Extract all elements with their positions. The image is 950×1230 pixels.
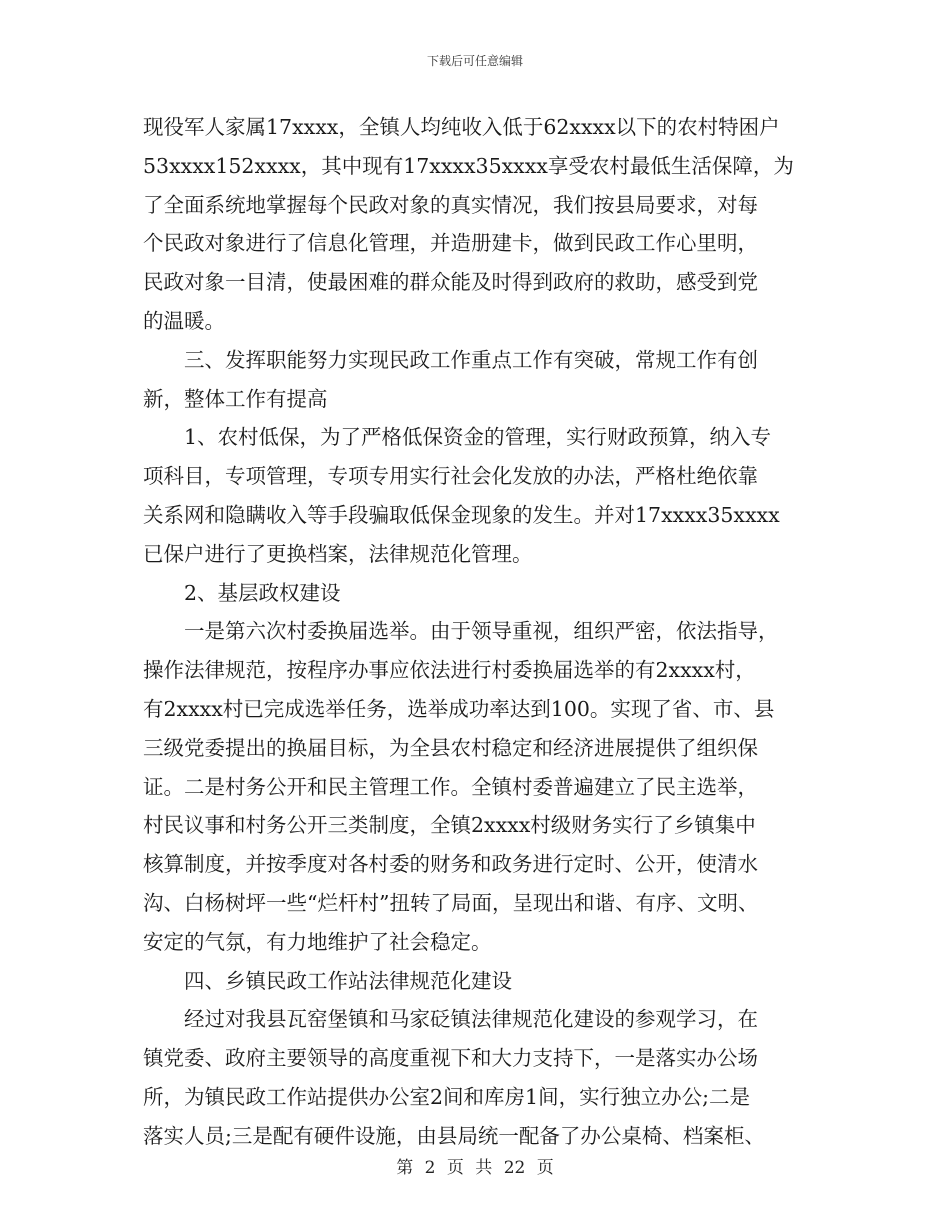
text-line: 所，为镇民政工作站提供办公室2间和库房1间，实行独立办公;二是 [143,1084,750,1109]
page-footer: 第 2 页 共 22 页 [396,1158,554,1178]
text-line: 沟、白杨树坪一些“烂杆村”扭转了局面，呈现出和谐、有序、文明、 [143,890,759,915]
text-line: 一是第六次村委换届选举。由于领导重视，组织严密，依法指导， [184,619,779,644]
section-heading: 三、发挥职能努力实现民政工作重点工作有突破，常规工作有创 [184,347,758,372]
text-line: 村民议事和村务公开三类制度，全镇2xxxx村级财务实行了乡镇集中 [143,813,756,838]
text-line: 经过对我县瓦窑堡镇和马家砭镇法律规范化建设的参观学习，在 [184,1007,758,1032]
text-line: 已保户进行了更换档案，法律规范化管理。 [143,541,533,566]
body-text [143,108,807,1156]
text-line: 核算制度，并按季度对各村委的财务和政务进行定时、公开，使清水 [143,852,758,877]
subsection-heading: 2、基层政权建设 [184,580,341,605]
text-line: 操作法律规范，按程序办事应依法进行村委换届选举的有2xxxx村， [143,658,756,683]
text-line: 有2xxxx村已完成选举任务，选举成功率达到100。实现了省、市、县 [143,696,775,721]
text-line: 证。二是村务公开和民主管理工作。全镇村委普遍建立了民主选举， [143,774,758,799]
text-line: 个民政对象进行了信息化管理，并造册建卡，做到民政工作心里明， [143,231,758,256]
text-line: 1、农村低保，为了严格低保资金的管理，实行财政预算，纳入专 [184,425,772,450]
text-line: 安定的气氛，有力地维护了社会稳定。 [143,929,492,954]
text-line: 关系网和隐瞒收入等手段骗取低保金现象的发生。并对17xxxx35xxxx [143,502,780,527]
text-line: 53xxxx152xxxx，其中现有17xxxx35xxxx享受农村最低生活保障，为 [143,153,794,178]
section-heading: 四、乡镇民政工作站法律规范化建设 [184,968,512,993]
text-line: 的温暖。 [143,308,225,333]
text-line: 民政对象一目清，使最困难的群众能及时得到政府的救助，感受到党 [143,270,758,295]
text-line: 了全面系统地掌握每个民政对象的真实情况，我们按县局要求，对每 [143,192,758,217]
text-line: 三级党委提出的换届目标，为全县农村稳定和经济进展提供了组织保 [143,735,758,760]
text-line: 落实人员;三是配有硬件设施，由县局统一配备了办公桌椅、档案柜、 [143,1123,765,1148]
text-line: 项科目，专项管理，专项专用实行社会化发放的办法，严格杜绝依靠 [143,464,758,489]
page-header: 下载后可任意编辑 [426,54,523,68]
text-line: 镇党委、政府主要领导的高度重视下和大力支持下，一是落实办公场 [143,1046,758,1071]
text-line: 现役军人家属17xxxx，全镇人均纯收入低于62xxxx以下的农村特困户 [143,115,780,139]
section-heading-cont: 新，整体工作有提高 [143,386,328,411]
